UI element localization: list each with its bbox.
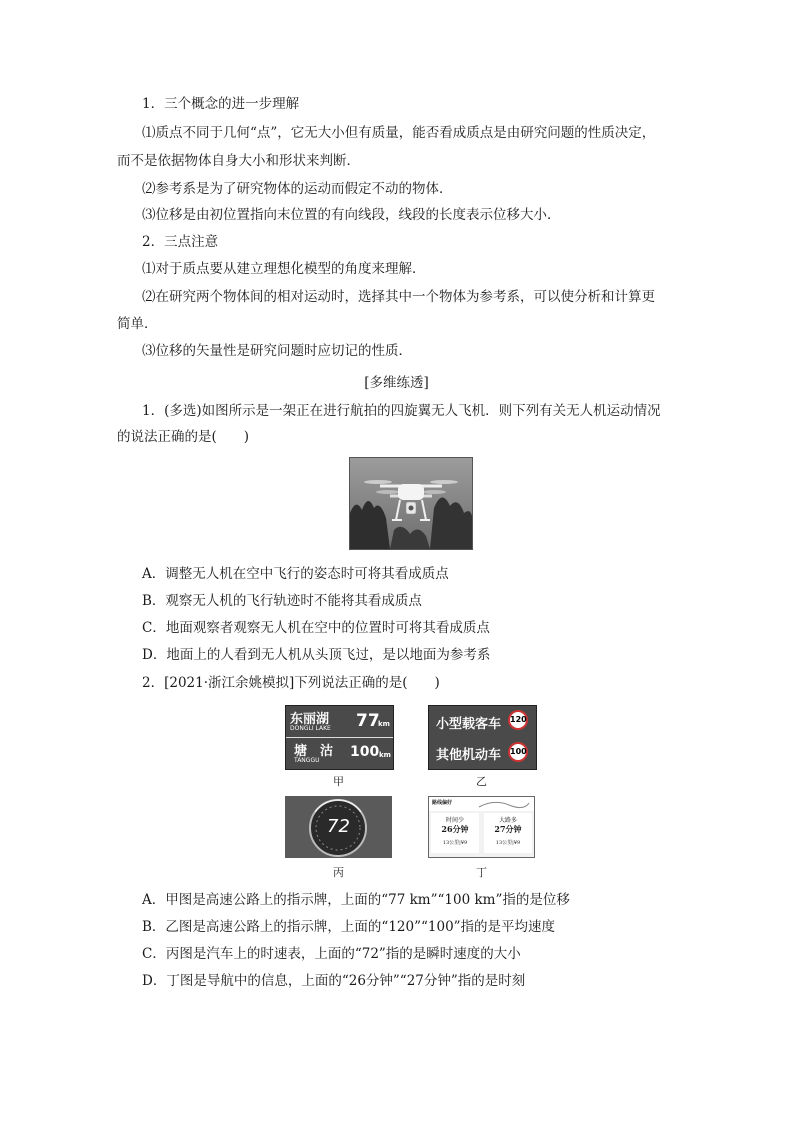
ding-route1-sub: 13公里|¥9 [442, 840, 468, 846]
ding-route1-label: 时间少 [445, 817, 464, 824]
jia-row1-dist: 77 [356, 711, 380, 731]
bing-speed: 72 [327, 816, 350, 837]
section1-point1: ⑴质点不同于几何“点”，它无大小但有质量，能否看成质点是由研究问题的性质决定， [142, 125, 656, 141]
figure-bing-speedometer [285, 796, 392, 858]
jia-row2-en: TANGGU [294, 757, 320, 764]
practice-heading: [多维练透] [364, 375, 429, 391]
q1-option-c: C．地面观察者观察无人机在空中的位置时可将其看成质点 [142, 620, 490, 636]
section2-point2: ⑵在研究两个物体间的相对运动时，选择其中一个物体为参考系，可以使分析和计算更 [142, 289, 655, 305]
figure-bing-caption: 丙 [333, 866, 344, 879]
map-route-icon [429, 797, 534, 811]
ding-route2-sub: 13公里|¥9 [495, 840, 521, 846]
ding-route1-time: 26分钟 [441, 824, 469, 834]
ding-route2-time: 27分钟 [494, 824, 522, 834]
yi-row1-limit: 120 [510, 715, 527, 724]
section1-point2: ⑵参考系是为了研究物体的运动而假定不动的物体． [142, 181, 453, 197]
yi-row2-limit: 100 [510, 747, 527, 756]
q1-option-a: A．调整无人机在空中飞行的姿态时可将其看成质点 [142, 566, 449, 582]
figure-jia-sign [285, 705, 394, 770]
yi-row2-label: 其他机动车 [436, 748, 502, 763]
jia-row1-unit: km [378, 720, 390, 728]
drone-image [350, 458, 472, 549]
q2-option-c: C．丙图是汽车上的时速表，上面的“72”指的是瞬时速度的大小 [142, 946, 521, 962]
speed-limit-100-icon [508, 742, 528, 762]
ding-route2-label: 大路多 [498, 817, 517, 824]
jia-row2-unit: km [379, 751, 391, 759]
section2-point3: ⑶位移的矢量性是研究问题时应切记的性质． [142, 343, 412, 359]
section2-point2-cont: 简单． [117, 316, 158, 332]
figure-jia-caption: 甲 [333, 775, 344, 788]
figure-ding-navigation [428, 796, 535, 858]
drone-photo [349, 457, 473, 550]
q2-option-a: A．甲图是高速公路上的指示牌，上面的“77 km”“100 km”指的是位移 [142, 892, 570, 908]
q2-stem: 2．[2021·浙江余姚模拟]下列说法正确的是( ) [142, 675, 440, 691]
jia-row2-name: 塘 沽 [294, 744, 334, 759]
q2-option-b: B．乙图是高速公路上的指示牌，上面的“120”“100”指的是平均速度 [142, 919, 556, 935]
q1-option-b: B．观察无人机的飞行轨迹时不能将其看成质点 [142, 593, 422, 609]
section1-point1-cont: 而不是依据物体自身大小和形状来判断． [117, 153, 360, 169]
section1-title: 1．三个概念的进一步理解 [142, 96, 300, 112]
yi-row1-label: 小型载客车 [436, 717, 502, 732]
q2-option-d: D．丁图是导航中的信息，上面的“26分钟”“27分钟”指的是时刻 [142, 973, 526, 989]
ding-header: 路线偏好 [432, 800, 453, 806]
figure-yi-sign [428, 705, 537, 770]
q1-stem-cont: 的说法正确的是( ) [117, 429, 250, 445]
jia-row2-dist: 100 [350, 744, 380, 760]
q1-stem: 1．(多选)如图所示是一架正在进行航拍的四旋翼无人飞机．则下列有关无人机运动情况 [142, 403, 661, 419]
speed-limit-120-icon [508, 710, 528, 730]
figure-yi-caption: 乙 [476, 775, 487, 788]
section2-title: 2．三点注意 [142, 234, 219, 250]
jia-row1-name: 东丽湖 [290, 712, 330, 727]
jia-row1-en: DONGLI LAKE [290, 725, 331, 732]
figure-ding-caption: 丁 [476, 866, 487, 879]
section2-point1: ⑴对于质点要从建立理想化模型的角度来理解． [142, 261, 426, 277]
q1-option-d: D．地面上的人看到无人机从头顶飞过，是以地面为参考系 [142, 647, 491, 663]
section1-point3: ⑶位移是由初位置指向末位置的有向线段，线段的长度表示位移大小． [142, 207, 561, 223]
